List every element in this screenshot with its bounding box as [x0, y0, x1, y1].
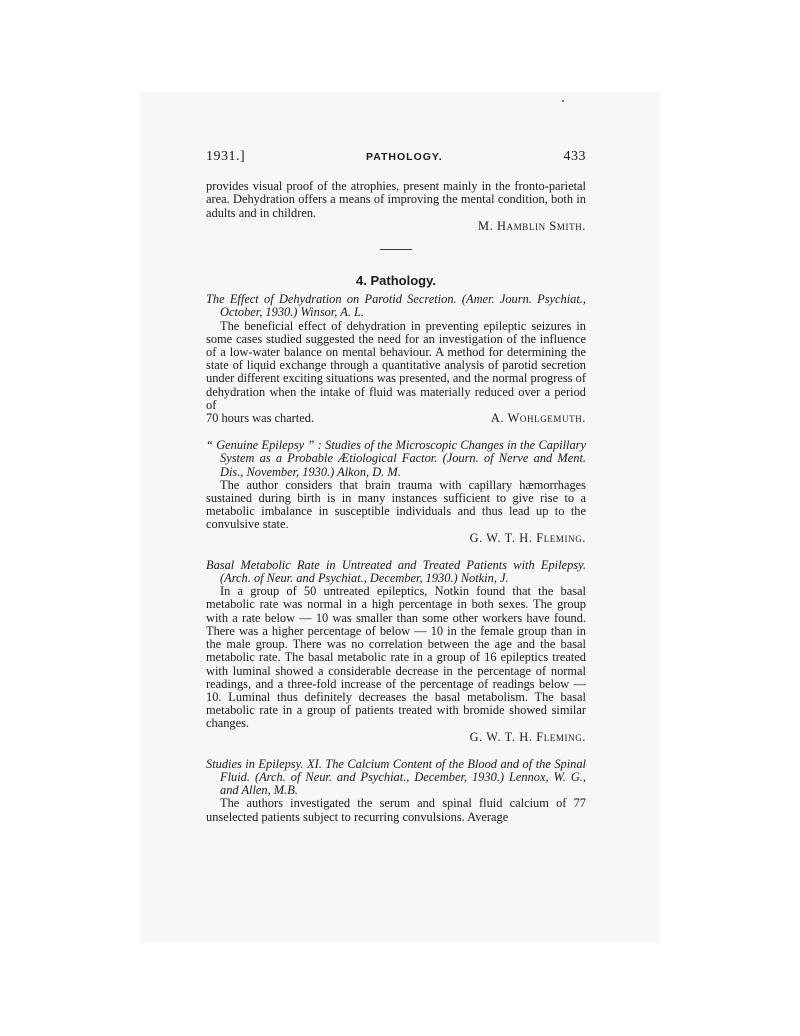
abstract-entry [206, 293, 586, 425]
abstract-entry [206, 559, 586, 744]
entry-body: The beneficial effect of dehydration in preventing epileptic seizures in some cases studied suggested the need for an investigation of the influence of a low-water balance on mental behaviour. A method for determining the state of liquid exchange through a quantitative analysis of parotid secretion under different exciting situations was presented, and the normal progress of dehydration when the intake of fluid was materially reduced over a period of [206, 318, 586, 412]
entry-title-text: The Effect of Dehydration on Parotid Secretion. [206, 292, 457, 307]
entry-body: In a group of 50 untreated epileptics, Notkin found that the basal metabolic rate was normal in a high percentage in both sexes. The group with a rate below — 10 was smaller than some other workers have found. There was a higher percentage of below — 10 in the female group than in the male group. There was no correlation between the age and the basal metabolic rate. The basal metabolic rate in a group of 16 epileptics treated with luminal showed a considerable decrease in the percentage of normal readings, and a three-fold increase of the percentage of readings below — 10. Luminal thus definitely decreases the basal metabolism. The basal metabolic rate in a group of patients treated with bromide showed similar changes. [206, 584, 586, 731]
entry-citation: (Amer. Journ. Psychiat., October, 1930.) [220, 292, 586, 320]
entry-final-line [206, 412, 586, 425]
entry-title [206, 559, 586, 585]
running-head [206, 150, 586, 164]
entry-title [206, 439, 586, 479]
entry-author: Lennox, W. G., and Allen, M.B. [220, 769, 586, 798]
journal-page [206, 150, 586, 824]
preceding-abstract-text: provides visual proof of the atrophies, present mainly in the fronto-parietal area. Dehydration offers a means of improving the mental condition, both in adults and in children. [206, 179, 586, 220]
section-divider [380, 249, 412, 250]
entry-signature: A. Wohlgemuth. [490, 411, 586, 426]
entry-author: Notkin, J. [460, 571, 509, 586]
entry-citation: (Arch. of Neur. and Psychiat., December, 1930.) [220, 571, 458, 586]
running-head-year: 1931.] [206, 149, 246, 164]
abstract-entry [206, 758, 586, 824]
preceding-signature [206, 220, 586, 233]
entry-title [206, 758, 586, 798]
entry-citation: (Journ. of Nerve and Ment. Dis., November, 1930.) [220, 451, 586, 479]
abstract-entry [206, 439, 586, 545]
entry-title-text: “ Genuine Epilepsy ” : Studies of the Microscopic Changes in the Capillary System as a Probable Ætiological Factor. [206, 438, 586, 466]
running-head-title: PATHOLOGY. [365, 151, 443, 163]
entry-signature-line [206, 731, 586, 744]
entry-title-text: Studies in Epilepsy. XI. The Calcium Content of the Blood and of the Spinal Fluid. [206, 756, 586, 784]
entry-title-text: Basal Metabolic Rate in Untreated and Treated Patients with Epilepsy. [206, 557, 586, 572]
entry-signature-line [206, 532, 586, 545]
entry-body: The author considers that brain trauma with capillary hæmorrhages sustained during birth is in many instances sufficient to give rise to a metabolic imbalance in susceptible individuals and thus lead up to the convulsive state. [206, 477, 586, 532]
entry-author: Winsor, A. L. [300, 305, 365, 320]
entry-body: The authors investigated the serum and spinal fluid calcium of 77 unselected patients subject to recurring convulsions. Average [206, 796, 586, 824]
scan-speck [562, 100, 564, 102]
entry-title [206, 293, 586, 319]
entry-signature: G. W. T. H. Fleming. [469, 530, 586, 545]
section-heading: 4. Pathology. [356, 273, 436, 289]
entry-author: Alkon, D. M. [337, 464, 401, 479]
entry-signature: G. W. T. H. Fleming. [469, 729, 586, 744]
entry-citation: (Arch. of Neur. and Psychiat., December, 1930.) [254, 769, 504, 784]
preceding-signature-name: M. Hamblin Smith. [478, 218, 586, 233]
page-number: 433 [563, 149, 586, 164]
entry-body-last-line: 70 hours was charted. [206, 411, 315, 426]
